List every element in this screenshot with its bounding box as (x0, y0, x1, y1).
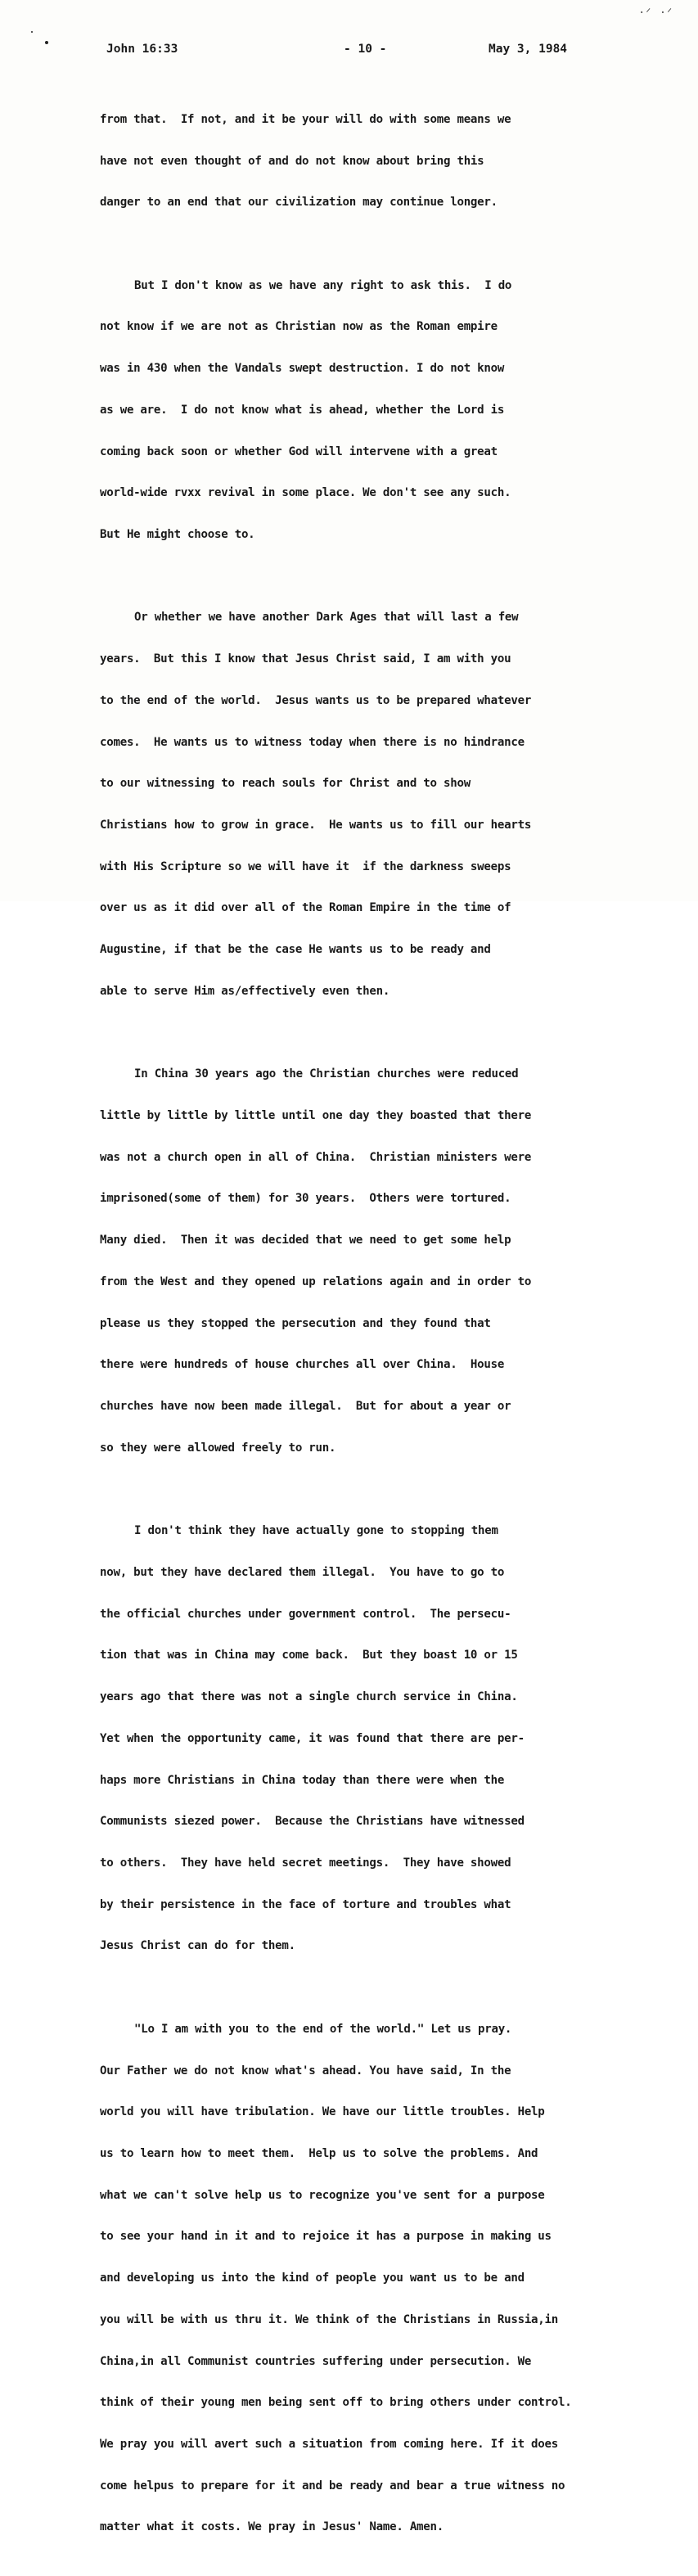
text-line: years ago that there was not a single church service in China. (100, 1690, 518, 1704)
text-line: was in 430 when the Vandals swept destruction. I do not know (100, 362, 505, 376)
text-line: comes. He wants us to witness today when there is no hindrance (100, 735, 525, 749)
text-line: haps more Christians in China today than there were when the (100, 1773, 505, 1787)
text-line: little by little by little until one day they boasted that there (100, 1109, 532, 1123)
text-line: world-wide rvxx revival in some place. We don't see any such. (100, 486, 511, 500)
text-line: come helpus to prepare for it and be ready and bear a true witness no (100, 2479, 565, 2493)
text-line: from the West and they opened up relations again and in order to (100, 1274, 532, 1288)
page-number: - 10 - (344, 43, 387, 56)
text-line: Our Father we do not know what's ahead. You have said, In the (100, 2064, 511, 2077)
ink-speck (31, 31, 33, 33)
paragraph (100, 85, 689, 237)
text-line: world you will have tribulation. We have our little troubles. Help (100, 2105, 545, 2119)
text-line: over us as it did over all of the Roman Empire in the time of (100, 901, 511, 915)
text-line: Yet when the opportunity came, it was found that there are per- (100, 1731, 525, 1745)
text-line: coming back soon or whether God will intervene with a great (100, 444, 498, 458)
paragraph (100, 584, 689, 1026)
text-line: Many died. Then it was decided that we need to get some help (100, 1234, 511, 1247)
text-line: I don't think they have actually gone to stopping them (134, 1524, 498, 1538)
text-line: as we are. I do not know what is ahead, whether the Lord is (100, 403, 505, 417)
text-line: churches have now been made illegal. But for about a year or (100, 1400, 511, 1414)
text-line: years. But this I know that Jesus Christ said, I am with you (100, 652, 511, 666)
text-line: "Lo I am with you to the end of the world." Let us pray. (134, 2022, 512, 2036)
text-line: In China 30 years ago the Christian churches were reduced (134, 1067, 519, 1081)
text-line: us to learn how to meet them. Help us to solve the problems. And (100, 2146, 538, 2160)
text-line: now, but they have declared them illegal. You have to go to (100, 1565, 505, 1579)
text-line: Jesus Christ can do for them. (100, 1939, 295, 1953)
text-line: there were hundreds of house churches all over China. House (100, 1358, 505, 1372)
paragraph (100, 1995, 689, 2562)
text-line: not know if we are not as Christian now as the Roman empire (100, 320, 498, 334)
text-line: imprisoned(some of them) for 30 years. Others were tortured. (100, 1192, 511, 1206)
paragraph (100, 1040, 689, 1482)
text-line: the official churches under government control. The persecu- (100, 1607, 511, 1621)
text-line: tion that was in China may come back. But they boast 10 or 15 (100, 1649, 518, 1662)
sermon-date: May 3, 1984 (489, 43, 568, 56)
text-line: please us they stopped the persecution and they found that (100, 1316, 491, 1330)
text-line: Augustine, if that be the case He wants us to be ready and (100, 943, 491, 957)
text-line: But I don't know as we have any right to ask this. I do (134, 278, 512, 292)
paragraph (100, 1496, 689, 1981)
text-line: think of their young men being sent off to bring others under control. (100, 2396, 572, 2410)
text-line: But He might choose to. (100, 527, 255, 541)
text-line: to see your hand in it and to rejoice it has a purpose in making us (100, 2230, 552, 2244)
text-line: have not even thought of and do not know about bring this (100, 154, 484, 168)
text-line: matter what it costs. We pray in Jesus' Name. Amen. (100, 2520, 444, 2534)
text-line: what we can't solve help us to recognize you've sent for a purpose (100, 2188, 545, 2202)
text-line: by their persistence in the face of torture and troubles what (100, 1897, 511, 1911)
text-line: China,in all Communist countries suffering under persecution. We (100, 2354, 532, 2368)
text-line: We pray you will avert such a situation from coming here. If it does (100, 2437, 558, 2451)
text-line: to others. They have held secret meetings. They have showed (100, 1856, 511, 1870)
page-header (0, 43, 698, 61)
text-line: and developing us into the kind of people you want us to be and (100, 2271, 525, 2285)
paragraph (100, 251, 689, 570)
text-line: Christians how to grow in grace. He wants us to fill our hearts (100, 819, 532, 832)
margin-scribble: ·ᐟ ·ᐟ (638, 7, 673, 20)
sermon-body (100, 85, 689, 2576)
text-line: from that. If not, and it be your will do with some means we (100, 112, 511, 126)
text-line: was not a church open in all of China. Christian ministers were (100, 1150, 532, 1164)
text-line: to our witnessing to reach souls for Christ and to show (100, 777, 471, 791)
text-line: able to serve Him as/effectively even then. (100, 984, 390, 998)
text-line: Or whether we have another Dark Ages that will last a few (134, 611, 519, 625)
text-line: to the end of the world. Jesus wants us to be prepared whatever (100, 693, 532, 707)
text-line: so they were allowed freely to run. (100, 1441, 336, 1455)
text-line: you will be with us thru it. We think of the Christians in Russia,in (100, 2312, 558, 2326)
text-line: Communists siezed power. Because the Christians have witnessed (100, 1815, 525, 1829)
text-line: with His Scripture so we will have it if the darkness sweeps (100, 859, 511, 873)
text-line: danger to an end that our civilization may continue longer. (100, 196, 498, 210)
scripture-reference: John 16:33 (106, 43, 178, 56)
